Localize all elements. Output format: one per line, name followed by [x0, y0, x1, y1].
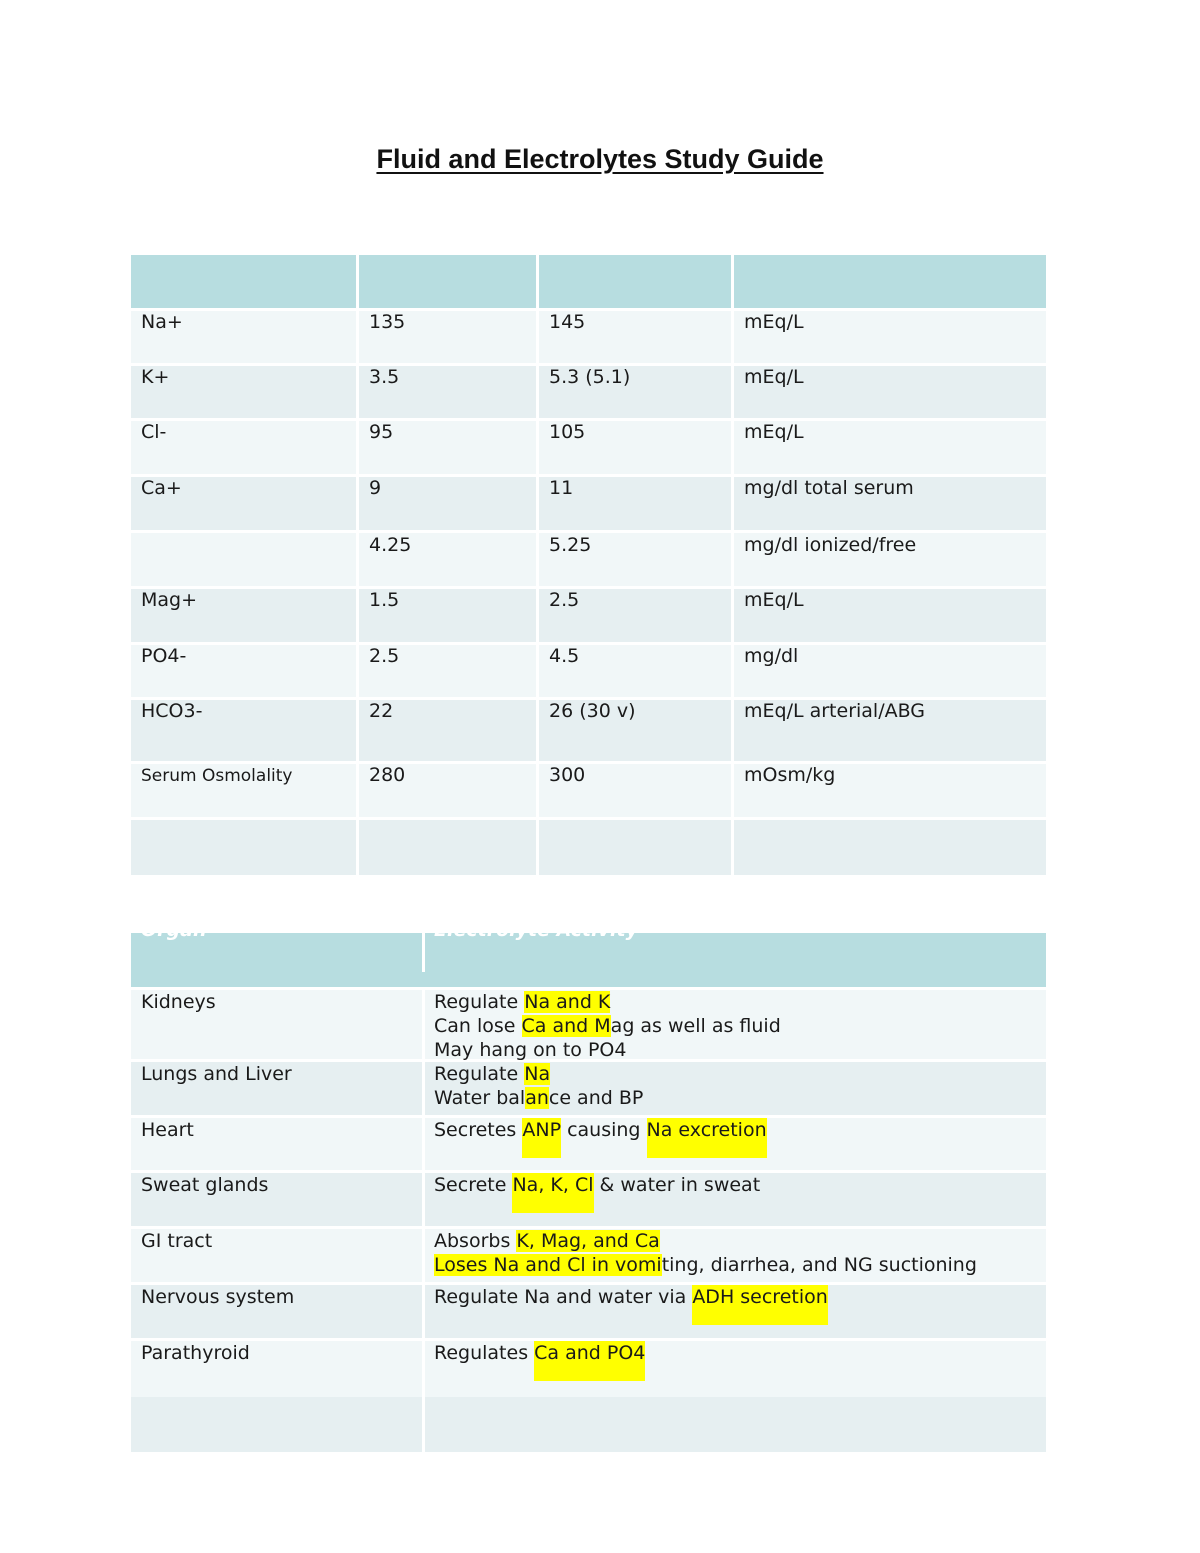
high-value: 5.25 [539, 533, 734, 586]
activity-text: Regulate [434, 1063, 525, 1085]
table-row [131, 1397, 1046, 1452]
highlighted-text: Loses Na and Cl in vomi [434, 1254, 662, 1276]
highlighted-text: Na [524, 1063, 551, 1085]
activity-line [434, 1253, 1046, 1277]
organ-name: Kidneys [131, 990, 425, 1059]
electrolyte-name: Mag+ [131, 589, 359, 642]
activity-text: ce and BP [548, 1087, 644, 1109]
unit: mEq/L [744, 589, 804, 611]
electrolyte-name: Serum Osmolality [131, 764, 359, 817]
high-value: 145 [539, 311, 734, 363]
organ-name [131, 1397, 425, 1452]
organ-activity-table [131, 919, 1046, 1452]
table-row [131, 589, 1046, 645]
electrolyte-name: HCO3- [131, 700, 359, 761]
highlighted-text: ANP [522, 1118, 561, 1158]
electrolyte-name: Cl- [131, 421, 359, 474]
high-value: 105 [539, 421, 734, 474]
electrolyte-name [131, 820, 359, 875]
activity-text: ag as well as fluid [610, 1015, 781, 1037]
organ-name: GI tract [131, 1229, 425, 1282]
activity-text: Can lose [434, 1015, 522, 1037]
activity-line [434, 1038, 1046, 1062]
highlighted-text: Ca and M [521, 1015, 611, 1037]
high-value: 4.5 [539, 645, 734, 697]
low-value: 280 [359, 764, 539, 817]
highlighted-text: Na excretion [647, 1118, 767, 1158]
organ-name: Lungs and Liver [131, 1062, 425, 1115]
table-header-row [131, 255, 1046, 311]
activity-text: Secretes [434, 1119, 523, 1141]
table-row [131, 1229, 1046, 1285]
activity-line [434, 1229, 1046, 1253]
activity-text: Regulate [434, 991, 525, 1013]
electrolyte-name: K+ [131, 366, 359, 418]
table-row [131, 1285, 1046, 1341]
organ-activity [425, 1062, 1046, 1115]
highlighted-text: an [525, 1087, 549, 1109]
electrolyte-name: PO4- [131, 645, 359, 697]
high-value: 26 (30 v) [539, 700, 734, 761]
high-value: 5.3 (5.1) [539, 366, 734, 418]
activity-text: Secrete [434, 1174, 513, 1196]
low-value: 135 [359, 311, 539, 363]
high-value: 11 [539, 477, 734, 530]
low-value: 22 [359, 700, 539, 761]
low-value [359, 820, 539, 875]
organ-name: Heart [131, 1118, 425, 1170]
page-title: Fluid and Electrolytes Study Guide [376, 144, 824, 174]
table-row [131, 700, 1046, 764]
highlighted-text: K, Mag, and Ca [516, 1230, 660, 1252]
unit: mOsm/kg [744, 764, 836, 786]
electrolyte-name [131, 533, 359, 586]
electrolyte-name: Ca+ [131, 477, 359, 530]
table-header-row [131, 919, 1046, 990]
table-row [131, 366, 1046, 421]
unit: mg/dl total serum [744, 477, 914, 499]
table-row [131, 1173, 1046, 1229]
organ-activity [425, 1397, 1046, 1452]
activity-text: & water in sweat [593, 1174, 761, 1196]
unit: mg/dl ionized/free [744, 534, 917, 556]
organ-activity [425, 1118, 1046, 1170]
unit: mEq/L [744, 311, 804, 333]
organ-name: Nervous system [131, 1285, 425, 1338]
header-cell [734, 255, 1046, 308]
activity-header: Electrolyte Activity [434, 919, 638, 941]
table-row [131, 1341, 1046, 1397]
high-value: 300 [539, 764, 734, 817]
organ-activity [425, 990, 1046, 1059]
organ-activity [425, 1341, 1046, 1397]
activity-line [434, 1086, 1046, 1110]
lab-values-table [131, 255, 1046, 875]
activity-text: causing [561, 1119, 647, 1141]
table-row [131, 1062, 1046, 1118]
table-row [131, 820, 1046, 875]
low-value: 1.5 [359, 589, 539, 642]
activity-text: May hang on to PO4 [434, 1039, 627, 1061]
unit: mEq/L arterial/ABG [744, 700, 926, 722]
table-row [131, 311, 1046, 366]
organ-header: Organ [131, 918, 425, 972]
organ-activity [425, 1285, 1046, 1338]
table-row [131, 533, 1046, 589]
header-cell [539, 255, 734, 308]
activity-line [434, 1014, 1046, 1038]
low-value: 95 [359, 421, 539, 474]
low-value: 3.5 [359, 366, 539, 418]
highlighted-text: ADH secretion [692, 1285, 827, 1325]
header-cell [131, 255, 359, 308]
high-value: 2.5 [539, 589, 734, 642]
low-value: 4.25 [359, 533, 539, 586]
organ-name: Sweat glands [131, 1173, 425, 1226]
activity-text: ting, diarrhea, and NG suctioning [661, 1254, 977, 1276]
activity-text: Absorbs [434, 1230, 517, 1252]
header-cell [359, 255, 539, 308]
table-row [131, 421, 1046, 477]
organ-activity [425, 1229, 1046, 1282]
table-row [131, 1118, 1046, 1173]
activity-line [434, 1062, 1046, 1086]
unit [734, 820, 1046, 875]
table-row [131, 477, 1046, 533]
highlighted-text: Na and K [524, 991, 611, 1013]
highlighted-text: Ca and PO4 [534, 1341, 645, 1381]
highlighted-text: Na, K, Cl [512, 1173, 593, 1213]
table-row [131, 990, 1046, 1062]
organ-activity [425, 1173, 1046, 1226]
high-value [539, 820, 734, 875]
activity-text: Water bal [434, 1087, 526, 1109]
low-value: 9 [359, 477, 539, 530]
unit: mEq/L [744, 421, 804, 443]
unit: mg/dl [744, 645, 799, 667]
table-row [131, 764, 1046, 820]
activity-line [434, 990, 1046, 1014]
electrolyte-name: Na+ [131, 311, 359, 363]
table-row [131, 645, 1046, 700]
activity-text: Regulate Na and water via [434, 1286, 693, 1308]
activity-text: Regulates [434, 1342, 535, 1364]
unit: mEq/L [744, 366, 804, 388]
low-value: 2.5 [359, 645, 539, 697]
organ-name: Parathyroid [131, 1341, 425, 1397]
